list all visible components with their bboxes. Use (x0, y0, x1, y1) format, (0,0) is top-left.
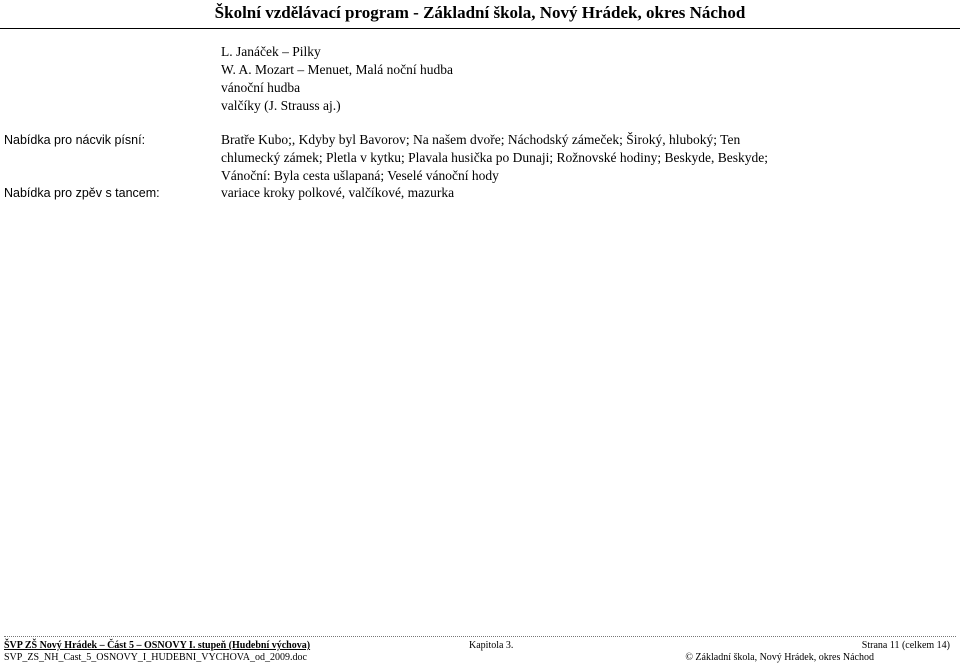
listening-songs-list (221, 43, 453, 115)
footer-chapter: Kapitola 3. (469, 640, 514, 651)
dance-offer-label: Nabídka pro zpěv s tancem: (4, 186, 160, 200)
dance-offer-text: variace kroky polkové, valčíkové, mazurka (221, 185, 455, 200)
footer-page-number: Strana 11 (celkem 14) (861, 640, 950, 651)
singing-offer-text (221, 131, 821, 185)
footer-divider (4, 636, 956, 637)
list-item: vánoční hudba (221, 80, 301, 95)
footer-copyright: © Základní škola, Nový Hrádek, okres Náchod (685, 652, 874, 663)
footer-filename: SVP_ZS_NH_Cast_5_OSNOVY_I_HUDEBNI_VYCHOVA_od_2009.doc (4, 652, 307, 663)
page-header-title: Školní vzdělávací program - Základní škola, Nový Hrádek, okres Náchod (214, 3, 746, 22)
text-line: Vánoční: Byla cesta ušlapaná; Veselé vánoční hody (221, 168, 499, 183)
list-item: valčíky (J. Strauss aj.) (221, 98, 341, 113)
list-item: L. Janáček – Pilky (221, 44, 321, 59)
page-header (0, 0, 960, 29)
text-line: Bratře Kubo;, Kdyby byl Bavorov; Na našem dvoře; Náchodský zámeček; Široký, hluboký; Ten (221, 132, 741, 147)
footer-document-title: ŠVP ZŠ Nový Hrádek – Část 5 – OSNOVY I. stupeň (Hudební výchova) (4, 640, 311, 651)
list-item: W. A. Mozart – Menuet, Malá noční hudba (221, 62, 453, 77)
singing-offer-label: Nabídka pro nácvik písní: (4, 133, 146, 147)
text-line: chlumecký zámek; Pletla v kytku; Plavala husička po Dunaji; Rožnovské hodiny; Beskyde, Beskyde; (221, 150, 769, 165)
